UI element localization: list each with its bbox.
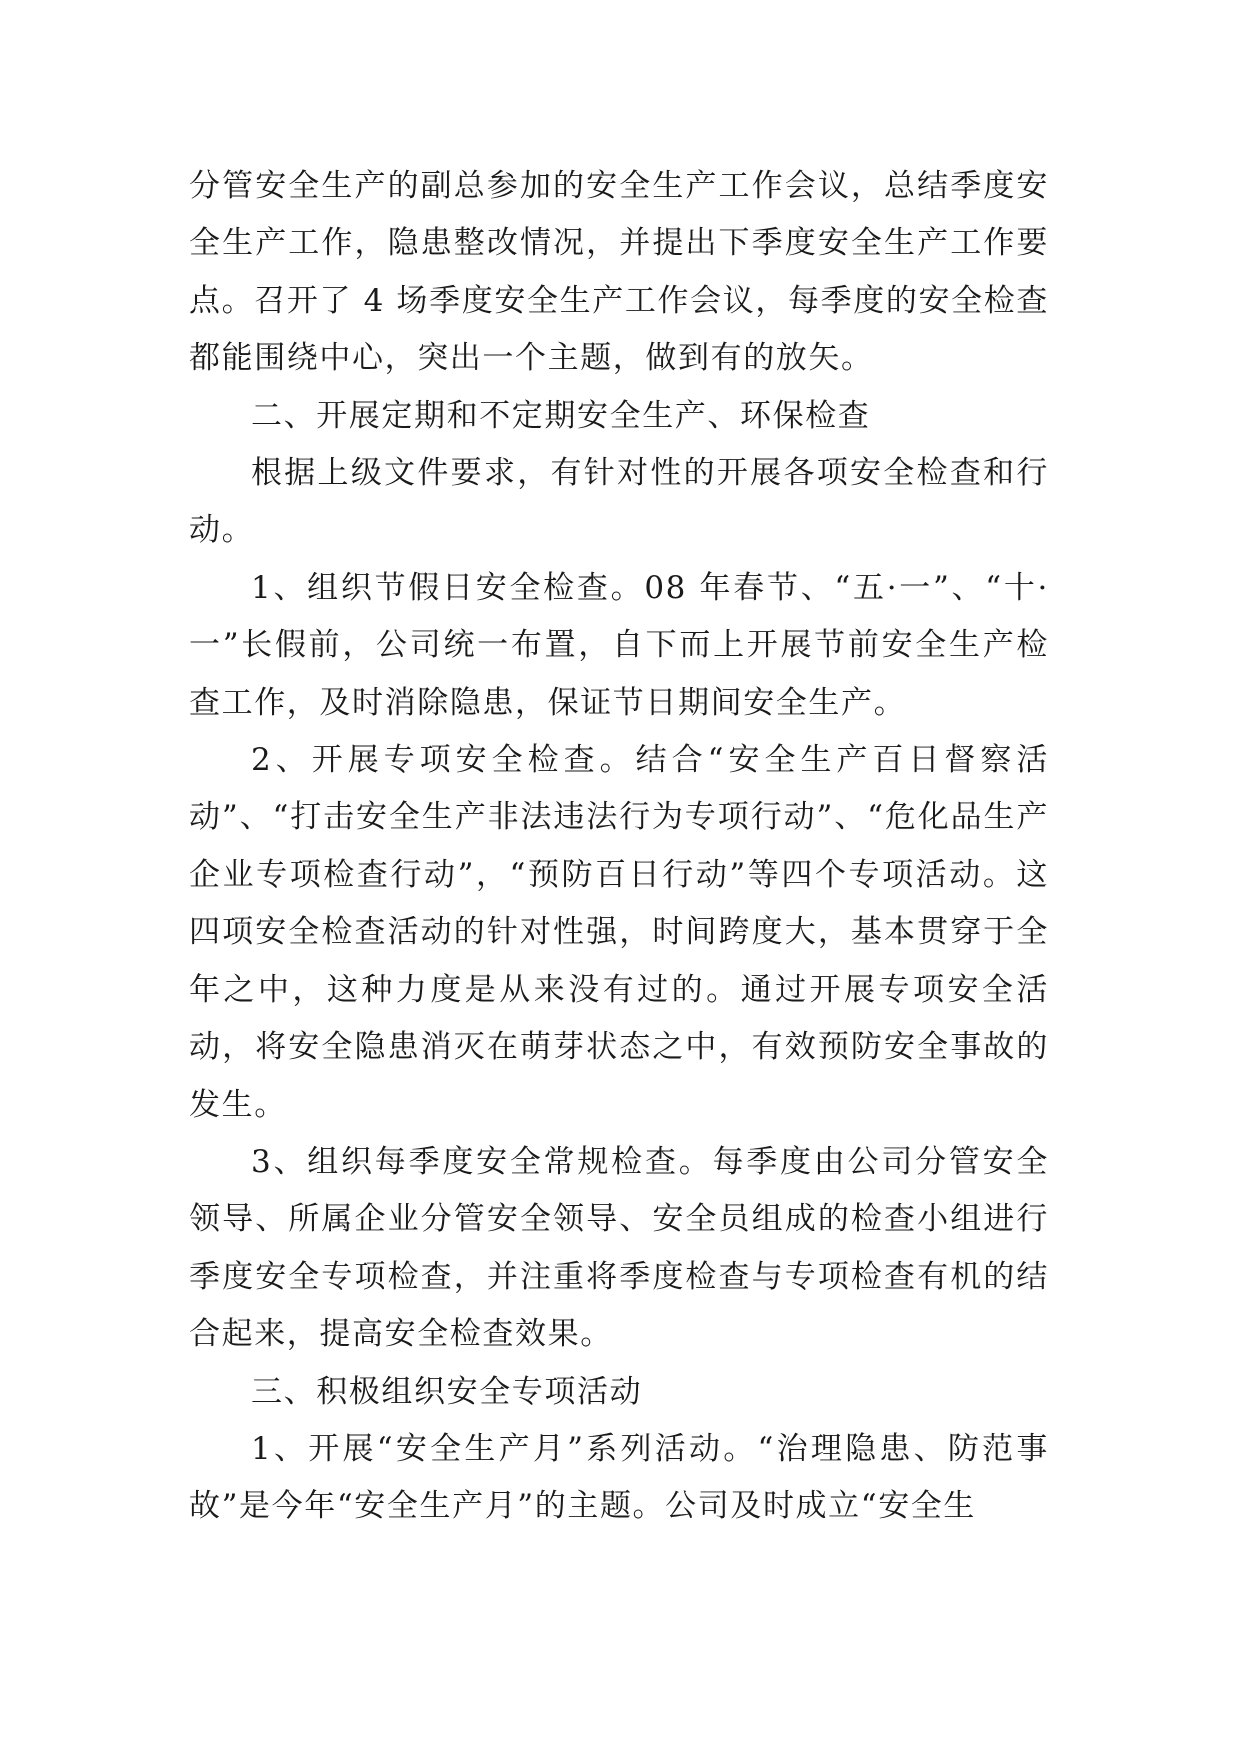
section-heading-inspections: 二、开展定期和不定期安全生产、环保检查: [251, 397, 871, 434]
paragraph-special-inspection: 2、开展专项安全检查。结合“安全生产百日督察活动”、“打击安全生产非法违法行为专项行动”、“危化品生产企业专项检查行动”，“预防百日行动”等四个专项活动。这四项安全检查活动的针对性强，时间跨度大，基本贯穿于全年之中，这种力度是从来没有过的。通过开展专项安全活动，将安全隐患消灭在萌芽状态之中，有效预防安全事故的发生。: [189, 742, 1049, 1123]
section-heading-activities: 三、积极组织安全专项活动: [251, 1373, 643, 1410]
document-body: [189, 158, 1049, 1536]
paragraph-holiday-inspection: 1、组织节假日安全检查。08 年春节、“五·一”、“十·一”长假前，公司统一布置，自下而上开展节前安全生产检查工作，及时消除隐患，保证节日期间安全生产。: [189, 569, 1049, 721]
paragraph-safety-month: 1、开展“安全生产月”系列活动。“治理隐患、防范事故”是今年“安全生产月”的主题。公司及时成立“安全生: [189, 1430, 1049, 1525]
paragraph-quarterly-inspection: 3、组织每季度安全常规检查。每季度由公司分管安全领导、所属企业分管安全领导、安全员组成的检查小组进行季度安全专项检查，并注重将季度检查与专项检查有机的结合起来，提高安全检查效果。: [189, 1143, 1049, 1353]
paragraph-inspection-intro: 根据上级文件要求，有针对性的开展各项安全检查和行动。: [189, 455, 1049, 549]
paragraph-meeting-summary: 分管安全生产的副总参加的安全生产工作会议，总结季度安全生产工作，隐患整改情况，并提出下季度安全生产工作要点。召开了 4 场季度安全生产工作会议，每季度的安全检查都能围绕中心，突出一个主题，做到有的放矢。: [189, 168, 1049, 377]
